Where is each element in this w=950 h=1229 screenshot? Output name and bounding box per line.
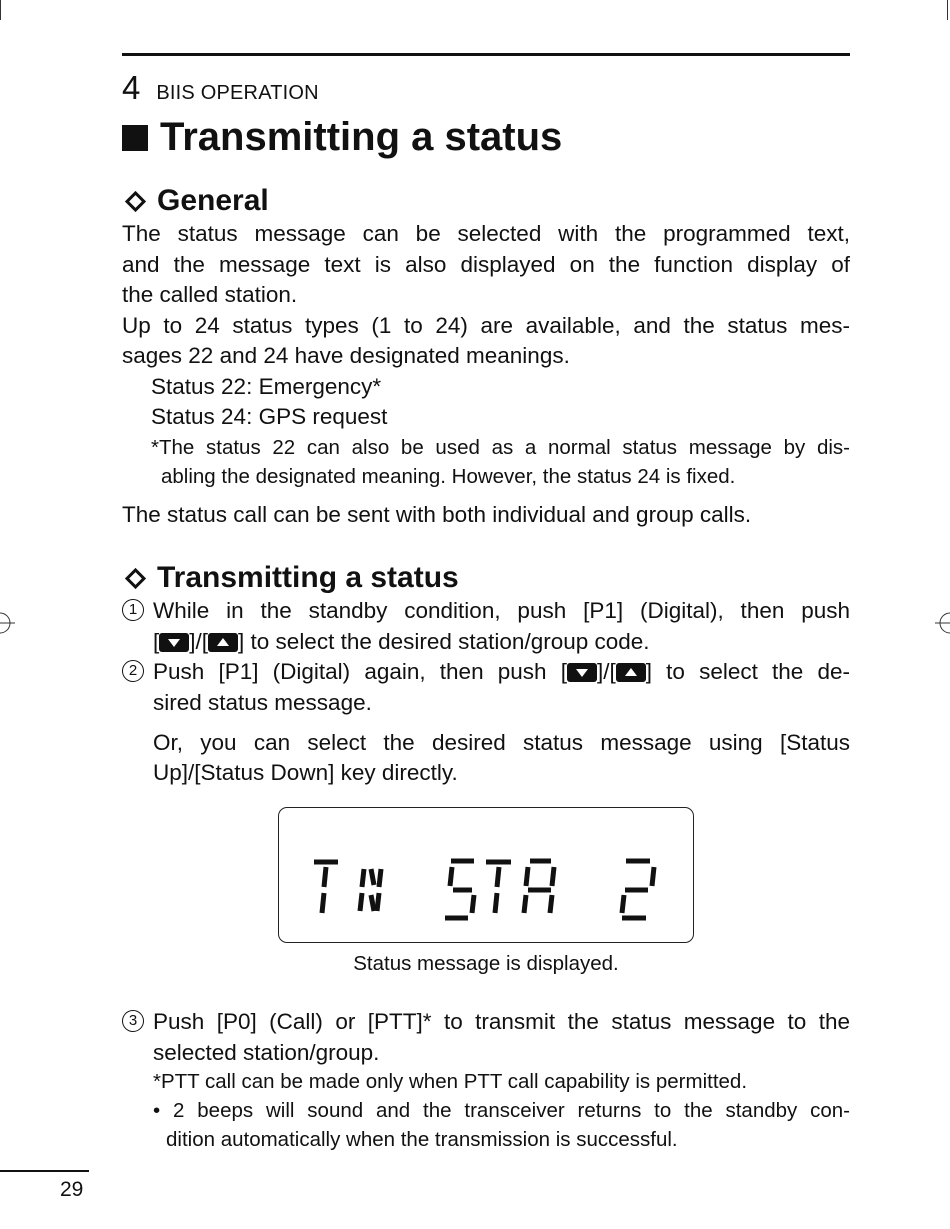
footnote-line-2: abling the designated meaning. However, the status 24 is fixed. bbox=[161, 465, 736, 488]
header-rule bbox=[122, 53, 850, 56]
page-title-text: Transmitting a status bbox=[160, 115, 563, 159]
text-line: and the message text is also displayed on the function display of bbox=[122, 251, 850, 277]
or-line-1: Or, you can select the desired status message using [Status bbox=[153, 730, 850, 755]
transmitting-heading-text: Transmitting a status bbox=[157, 561, 459, 594]
down-arrow-key-icon bbox=[159, 633, 189, 652]
diamond-icon bbox=[125, 190, 146, 211]
up-arrow-key-icon bbox=[208, 633, 238, 652]
text-line: The status message can be selected with the programmed text, bbox=[122, 221, 850, 246]
step-1 bbox=[122, 596, 850, 658]
status-22-line: Status 22: Emergency* bbox=[151, 374, 382, 399]
crop-mark-right bbox=[947, 0, 948, 20]
general-heading-text: General bbox=[157, 184, 269, 217]
step-number-2: 2 bbox=[122, 660, 144, 682]
bullet-line-1: • 2 beeps will sound and the transceiver returns to the standby con- bbox=[153, 1099, 850, 1122]
general-heading bbox=[122, 183, 269, 219]
page-number: 29 bbox=[60, 1178, 84, 1201]
step-1-line-1: While in the standby condition, push [P1] (Digital), then push bbox=[153, 598, 850, 623]
step-1-line-2: [ ]/[ ] to select the desired station/group code. bbox=[153, 629, 650, 654]
chapter-title: BIIS OPERATION bbox=[156, 82, 319, 104]
footer-rule bbox=[0, 1170, 89, 1172]
status-24-line: Status 24: GPS request bbox=[151, 404, 388, 429]
step-number-1: 1 bbox=[122, 599, 144, 621]
step-3-line-2: selected station/group. bbox=[153, 1040, 380, 1065]
text-line: the called station. bbox=[122, 282, 298, 308]
diamond-icon bbox=[125, 567, 146, 588]
general-paragraph-1 bbox=[122, 219, 850, 372]
lcd-display bbox=[278, 807, 694, 943]
transmitting-heading bbox=[122, 560, 459, 596]
footnote-line-1: *The status 22 can also be used as a normal status message by dis- bbox=[151, 436, 850, 459]
text-line: sages 22 and 24 have designated meanings. bbox=[122, 343, 570, 369]
step-3-line-1: Push [P0] (Call) or [PTT]* to transmit the status message to the bbox=[153, 1009, 850, 1034]
or-line-2: Up]/[Status Down] key directly. bbox=[153, 760, 458, 785]
closing-line: The status call can be sent with both individual and group calls. bbox=[122, 502, 752, 527]
down-arrow-key-icon bbox=[567, 663, 597, 682]
black-square-icon bbox=[122, 125, 148, 151]
chapter-header bbox=[122, 68, 319, 108]
step-2-line-1: Push [P1] (Digital) again, then push [ ]/[ ] to select the de- bbox=[153, 659, 850, 684]
crop-mark-left bbox=[0, 0, 1, 20]
up-arrow-key-icon bbox=[616, 663, 646, 682]
chapter-number: 4 bbox=[122, 69, 141, 106]
ptt-note: *PTT call can be made only when PTT call capability is permitted. bbox=[153, 1070, 748, 1093]
step-number-3: 3 bbox=[122, 1010, 144, 1032]
step-2-or-note bbox=[122, 728, 850, 790]
registration-mark-right-icon bbox=[935, 608, 950, 638]
bullet-line-2: dition automatically when the transmission is successful. bbox=[166, 1128, 678, 1151]
registration-mark-left-icon bbox=[0, 608, 15, 638]
page-title bbox=[122, 110, 562, 164]
display-caption: Status message is displayed. bbox=[353, 952, 619, 975]
lcd-segments bbox=[278, 807, 694, 943]
step-3 bbox=[122, 1007, 850, 1069]
step-2-line-2: sired status message. bbox=[153, 690, 372, 715]
text-line: Up to 24 status types (1 to 24) are available, and the status mes- bbox=[122, 312, 850, 338]
step-2 bbox=[122, 657, 850, 719]
